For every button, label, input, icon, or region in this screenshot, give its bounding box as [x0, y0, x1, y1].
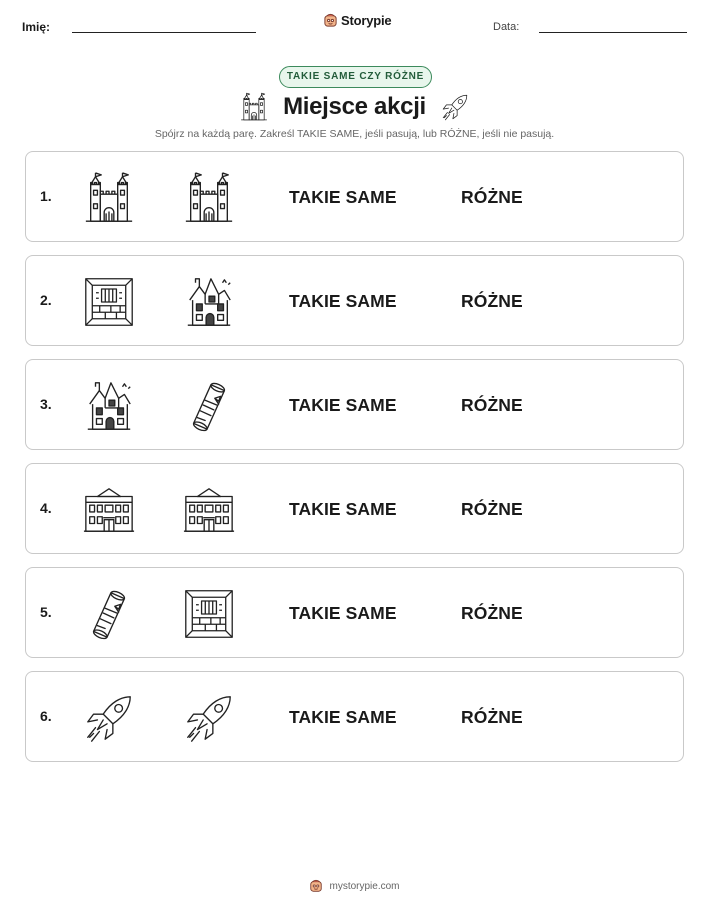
- same-option[interactable]: TAKIE SAME: [289, 603, 397, 623]
- brand-logo: [323, 13, 391, 28]
- school-building-icon: [81, 482, 137, 538]
- scroll-icon: [81, 586, 137, 642]
- row-number: 3.: [40, 396, 52, 412]
- castle-icon: [181, 170, 237, 226]
- castle-icon: [81, 170, 137, 226]
- prison-cell-icon: [81, 274, 137, 330]
- different-option[interactable]: RÓŻNE: [461, 291, 523, 311]
- haunted-house-icon: [181, 274, 237, 330]
- activity-type-badge: TAKIE SAME CZY RÓŻNE: [279, 66, 432, 88]
- exercise-row: [25, 359, 684, 450]
- row-number: 1.: [40, 188, 52, 204]
- rocket-icon: [440, 92, 470, 122]
- date-field-line: [539, 32, 687, 33]
- exercise-row: [25, 567, 684, 658]
- brand-name: Storypie: [341, 13, 392, 28]
- exercise-row: [25, 671, 684, 762]
- row-number: 5.: [40, 604, 52, 620]
- exercise-row: [25, 151, 684, 242]
- footer: [0, 879, 709, 893]
- same-option[interactable]: TAKIE SAME: [289, 707, 397, 727]
- instructions: Spójrz na każdą parę. Zakreśl TAKIE SAME, jeśli pasują, lub RÓŻNE, jeśli nie pasują.: [154, 128, 555, 140]
- exercise-row: [25, 255, 684, 346]
- scroll-icon: [181, 378, 237, 434]
- different-option[interactable]: RÓŻNE: [461, 603, 523, 623]
- row-number: 2.: [40, 292, 52, 308]
- rocket-icon: [81, 690, 137, 746]
- same-option[interactable]: TAKIE SAME: [289, 187, 397, 207]
- page-title: Miejsce akcji: [283, 93, 426, 120]
- header: [0, 0, 709, 50]
- castle-icon: [239, 92, 269, 122]
- storypie-logo-icon: [323, 13, 338, 28]
- same-option[interactable]: TAKIE SAME: [289, 499, 397, 519]
- row-number: 6.: [40, 708, 52, 724]
- row-number: 4.: [40, 500, 52, 516]
- haunted-house-icon: [81, 378, 137, 434]
- different-option[interactable]: RÓŻNE: [461, 499, 523, 519]
- name-label: Imię:: [22, 20, 51, 34]
- different-option[interactable]: RÓŻNE: [461, 395, 523, 415]
- exercise-row: [25, 463, 684, 554]
- same-option[interactable]: TAKIE SAME: [289, 291, 397, 311]
- prison-cell-icon: [181, 586, 237, 642]
- different-option[interactable]: RÓŻNE: [461, 187, 523, 207]
- same-option[interactable]: TAKIE SAME: [289, 395, 397, 415]
- footer-url[interactable]: mystorypie.com: [329, 880, 400, 892]
- school-building-icon: [181, 482, 237, 538]
- title-row: [0, 88, 709, 126]
- name-field-line: [72, 32, 256, 33]
- storypie-logo-icon: [309, 879, 323, 893]
- rocket-icon: [181, 690, 237, 746]
- different-option[interactable]: RÓŻNE: [461, 707, 523, 727]
- date-label: Data:: [493, 21, 520, 33]
